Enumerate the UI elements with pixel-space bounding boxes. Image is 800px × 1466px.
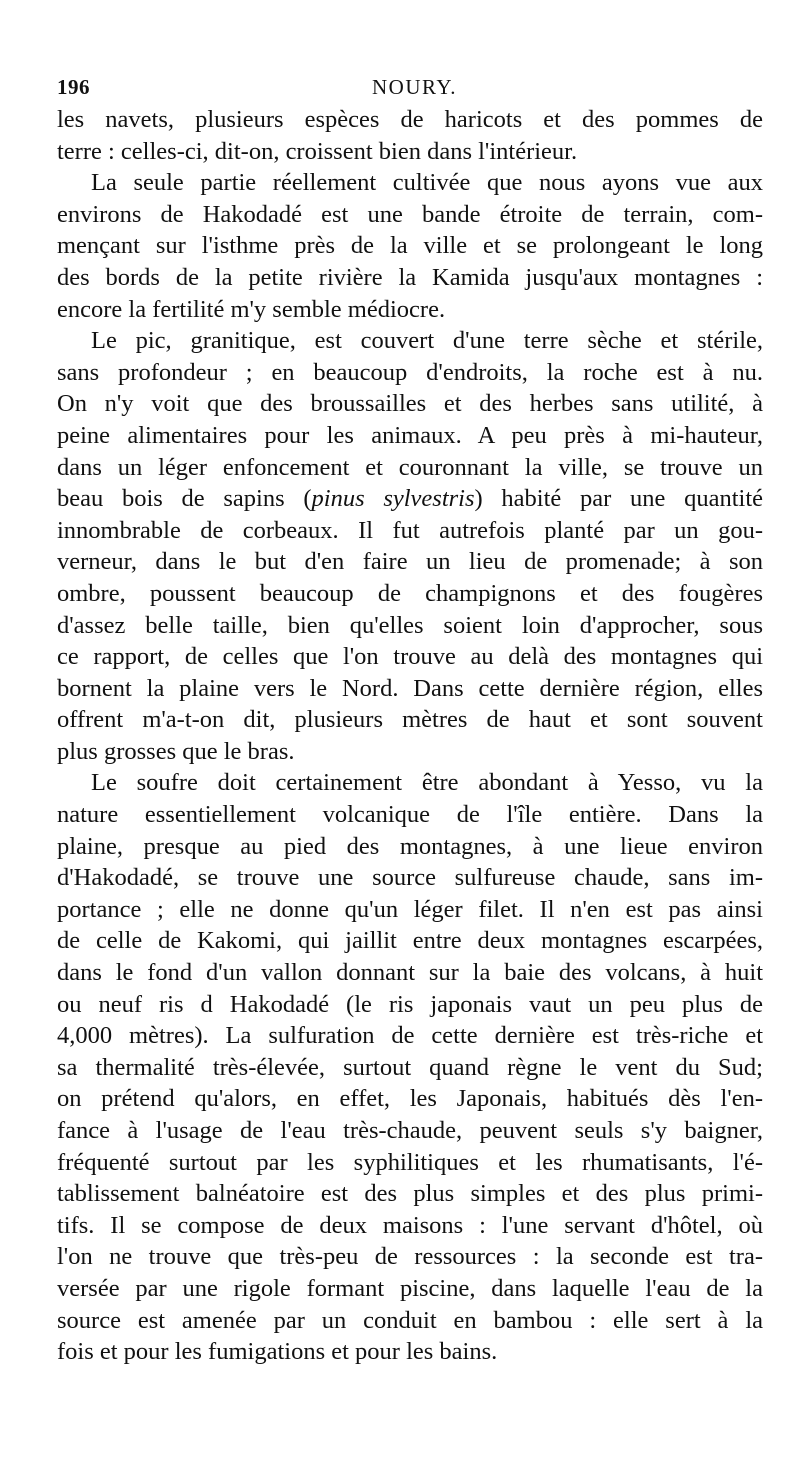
text-line: d'assez belle taille, bien qu'elles soient loin d'approcher, sous	[57, 611, 763, 639]
text-line: de celle de Kakomi, qui jaillit entre deux montagnes escarpées,	[57, 927, 763, 955]
text-line: les navets, plusieurs espèces de haricots et des pommes de	[57, 106, 763, 133]
text-line: des bords de la petite rivière la Kamida jusqu'aux montagnes :	[57, 263, 763, 291]
body-text	[57, 104, 763, 1368]
running-head: NOURY.	[372, 75, 458, 99]
page-number: 196	[57, 75, 90, 99]
text-line: dans le fond d'un vallon donnant sur la baie des volcans, à huit	[57, 959, 763, 987]
text-line: plaine, presque au pied des montagnes, à une lieue environ	[57, 832, 763, 860]
text-line: tablissement balnéatoire est des plus simples et des plus primi-	[57, 1180, 763, 1208]
text-line: Le soufre doit certainement être abondant à Yesso, vu la	[91, 769, 763, 797]
text-line: fance à l'usage de l'eau très-chaude, peuvent seuls s'y baigner,	[57, 1117, 763, 1144]
text-line: ce rapport, de celles que l'on trouve au delà des montagnes qui	[57, 643, 763, 671]
text-line: terre : celles-ci, dit-on, croissent bien dans l'intérieur.	[57, 137, 578, 165]
text-line: d'Hakodadé, se trouve une source sulfureuse chaude, sans im-	[57, 864, 763, 892]
text-line: sans profondeur ; en beaucoup d'endroits, la roche est à nu.	[57, 358, 763, 386]
text-line: encore la fertilité m'y semble médiocre.	[57, 295, 446, 323]
text-line: bornent la plaine vers le Nord. Dans cette dernière région, elles	[57, 674, 763, 702]
text-line: sa thermalité très-élevée, surtout quand règne le vent du Sud;	[57, 1053, 763, 1081]
text-line: On n'y voit que des broussailles et des herbes sans utilité, à	[57, 390, 763, 418]
text-line: mençant sur l'isthme près de la ville et se prolongeant le long	[57, 232, 763, 260]
text-line: versée par une rigole formant piscine, dans laquelle l'eau de la	[57, 1274, 763, 1302]
text-line: on prétend qu'alors, en effet, les Japonais, habitués dès l'en-	[57, 1085, 763, 1113]
text-line: fréquenté surtout par les syphilitiques et les rhumatisants, l'é-	[57, 1148, 763, 1176]
text-line: nature essentiellement volcanique de l'île entière. Dans la	[57, 801, 763, 829]
text-line: portance ; elle ne donne qu'un léger filet. Il n'en est pas ainsi	[57, 895, 763, 923]
text-line: fois et pour les fumigations et pour les bains.	[57, 1338, 498, 1366]
text-line: beau bois de sapins (pinus sylvestris) habité par une quantité	[57, 485, 763, 513]
page-header	[57, 72, 763, 102]
text-line: ombre, poussent beaucoup de champignons et des fougères	[57, 579, 763, 607]
text-line: plus grosses que le bras.	[57, 737, 295, 765]
text-line: l'on ne trouve que très-peu de ressources : la seconde est tra-	[57, 1243, 763, 1271]
text-line: ou neuf ris d Hakodadé (le ris japonais vaut un peu plus de	[57, 990, 763, 1018]
text-line: tifs. Il se compose de deux maisons : l'une servant d'hôtel, où	[57, 1211, 763, 1239]
text-line: environs de Hakodadé est une bande étroite de terrain, com-	[57, 200, 763, 228]
text-line: source est amenée par un conduit en bambou : elle sert à la	[57, 1306, 763, 1334]
text-line: peine alimentaires pour les animaux. A peu près à mi-hauteur,	[57, 421, 763, 449]
text-line: offrent m'a-t-on dit, plusieurs mètres de haut et sont souvent	[57, 706, 763, 734]
text-line: dans un léger enfoncement et couronnant la ville, se trouve un	[57, 453, 763, 481]
text-line: innombrable de corbeaux. Il fut autrefois planté par un gou-	[57, 516, 763, 544]
italic-term: pinus sylvestris	[311, 485, 475, 513]
text-line: Le pic, granitique, est couvert d'une terre sèche et stérile,	[91, 327, 763, 355]
text-line: La seule partie réellement cultivée que nous ayons vue aux	[91, 169, 763, 197]
text-line: verneur, dans le but d'en faire un lieu de promenade; à son	[57, 548, 763, 576]
text-line: 4,000 mètres). La sulfuration de cette dernière est très-riche et	[57, 1022, 763, 1050]
